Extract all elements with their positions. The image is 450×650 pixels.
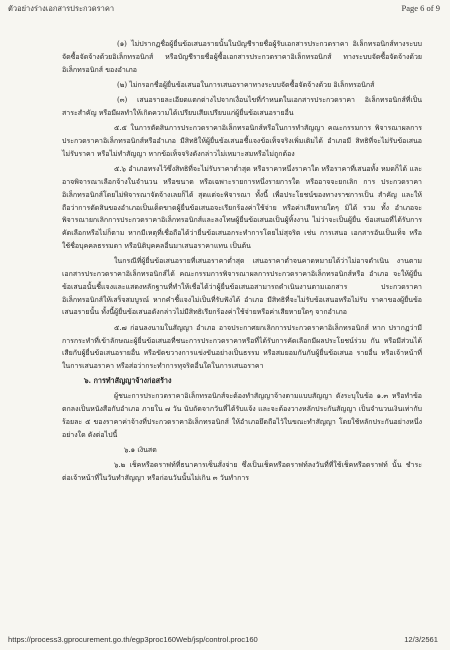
- paragraph-1: (๑) ไม่ปรากฏชื่อผู้ยื่นข้อเสนอรายนั้นในบัญชีรายชื่อผู้รับเอกสารประกวดราคา อิเล็กทรอนิกส์ทางระบบจัดซื้อจัดจ้างด้วยอิเล็กทรอนิกส์ หรือบัญชีรายชื่อผู้ซื้อเอกสารประกวดราคาอิเล็กทรอนิกส์ ทางระบบจัดซื้อจัดจ้างด้วยอิเล็กทรอนิกส์ ของอำเภอ: [62, 40, 422, 74]
- paragraph-5-6: ๕.๖ อำเภอทรงไว้ซึ่งสิทธิที่จะไม่รับราคาต่ำสุด หรือราคาหนึ่งราคาใด หรือราคาที่เสนอทั้ง หมดก็ได้ และอาจพิจารณาเลือกจ้างในจำนวน หรือขนาด หรือเฉพาะรายการหนึ่งรายการใด หรืออาจจะยกเลิก การ ประกวดราคาอิเล็กทรอนิกส์โดยไม่พิจารณาจัดจ้างเลยก็ได้ สุดแต่จะพิจารณา ทั้งนี้ เพื่อประโยชน์ของทางราชการเป็น สำคัญ และให้ถือว่าการตัดสินของอำเภอเป็นเด็ดขาดผู้ยื่นข้อเสนอจะเรียกร้องค่าใช้จ่าย หรือค่าเสียหายใดๆ มิได้ รวม ทั้ง อำเภอจะพิจารณายกเลิกการประกวดราคาอิเล็กทรอนิกส์และลงโทษผู้ยื่นข้อเสนอเป็นผู้ทิ้งงาน ไม่ว่าจะเป็นผู้ยื่น ข้อเสนอที่ได้รับการคัดเลือกหรือไม่ก็ตาม หากมีเหตุที่เชื่อถือได้ว่ายื่นข้อเสนอกระทำการโดยไม่สุจริต เช่น การเสนอ เอกสารอันเป็นเท็จ หรือใช้ชื่อบุคคลธรรมดา หรือนิติบุคคลอื่นมาเสนอราคาแทน เป็นต้น: [62, 165, 422, 250]
- section-6-item-1: ๖.๑ เงินสด: [124, 445, 157, 454]
- section-6-heading: ๖. การทำสัญญาจ้างก่อสร้าง: [84, 376, 172, 386]
- section-6-intro: ผู้ชนะการประกวดราคาอิเล็กทรอนิกส์จะต้องทำสัญญาจ้างตามแบบสัญญา ดังระบุในข้อ ๑.๓ หรือทำข้อตกลงเป็นหนังสือกับอำเภอ ภายใน ๗ วัน นับถัดจากวันที่ได้รับแจ้ง และจะต้องวางหลักประกันสัญญา เป็นจำนวนเงินเท่ากับร้อยละ ๕ ของราคาค่าจ้างที่ประกวดราคาอิเล็กทรอนิกส์ ให้อำเภอยึดถือไว้ในขณะทำสัญญา โดยใช้หลักประกันอย่างหนึ่งอย่างใด ดังต่อไปนี้: [62, 392, 422, 439]
- paragraph-5-6-cont: ในกรณีที่ผู้ยื่นข้อเสนอรายที่เสนอราคาต่ำสุด เสนอราคาต่ำจนคาดหมายได้ว่าไม่อาจดำเนิน งานตามเอกสารประกวดราคาอิเล็กทรอนิกส์ได้ คณะกรรมการพิจารณาผลการประกวดราคาอิเล็กทรอนิกส์หรือ อำเภอ จะให้ผู้ยื่นข้อเสนอนั้นชี้แจงและแสดงหลักฐานที่ทำให้เชื่อได้ว่าผู้ยื่นข้อเสนอสามารถดำเนินงานตามเอกสาร ประกวดราคาอิเล็กทรอนิกส์ให้เสร็จสมบูรณ์ หากคำชี้แจงไม่เป็นที่รับฟังได้ อำเภอ มีสิทธิที่จะไม่รับข้อเสนอหรือไม่รับ ราคาของผู้ยื่นข้อเสนอรายนั้น ทั้งนี้ผู้ยื่นข้อเสนอดังกล่าวไม่มีสิทธิเรียกร้องค่าใช้จ่ายหรือค่าเสียหายใดๆ จากอำเภอ: [62, 257, 422, 317]
- paragraph-5-5: ๕.๕ ในการตัดสินการประกวดราคาอิเล็กทรอนิกส์หรือในการทำสัญญา คณะกรรมการ พิจารณาผลการประกวดราคาอิเล็กทรอนิกส์หรืออำเภอ มีสิทธิให้ผู้ยื่นข้อเสนอชี้แจงข้อเท็จจริงเพิ่มเติมได้ อำเภอมี สิทธิที่จะไม่รับข้อเสนอ ไม่รับราคา หรือไม่ทำสัญญา หากข้อเท็จจริงดังกล่าวไม่เหมาะสมหรือไม่ถูกต้อง: [62, 124, 422, 158]
- page-number: Page 6 of 9: [401, 3, 440, 13]
- footer-date: 12/3/2561: [404, 635, 438, 644]
- document-header-title: ตัวอย่างร่างเอกสารประกวดราคา: [8, 4, 115, 13]
- paragraph-2: (๒) ไม่กรอกชื่อผู้ยื่นข้อเสนอในการเสนอราคาทางระบบจัดซื้อจัดจ้างด้วย อิเล็กทรอนิกส์: [117, 80, 375, 89]
- section-6-item-2: ๖.๒ เช็คหรือดราฟท์ที่ธนาคารเซ็นสั่งจ่าย ซึ่งเป็นเช็คหรือดราฟท์ลงวันที่ที่ใช้เช็คหรือดราฟท์ นั้น ชำระต่อเจ้าหน้าที่ในวันทำสัญญา หรือก่อนวันนั้นไม่เกิน ๓ วันทำการ: [62, 460, 422, 482]
- paragraph-3: (๓) เสนอรายละเอียดแตกต่างไปจากเงื่อนไขที่กำหนดในเอกสารประกวดราคา อิเล็กทรอนิกส์ที่เป็นสาระสำคัญ หรือมีผลทำให้เกิดความได้เปรียบเสียเปรียบแก่ผู้ยื่นข้อเสนอรายอื่น: [62, 96, 422, 117]
- paragraph-5-7: ๕.๗ ก่อนลงนามในสัญญา อำเภอ อาจประกาศยกเลิกการประกวดราคาอิเล็กทรอนิกส์ หาก ปรากฏว่ามีการกระทำที่เข้าลักษณะผู้ยื่นข้อเสนอที่ชนะการประกวดราคาหรือที่ได้รับการคัดเลือกมีผลประโยชน์ร่วม กัน หรือมีส่วนได้เสียกับผู้ยื่นข้อเสนอรายอื่น หรือขัดขวางการแข่งขันอย่างเป็นธรรม หรือสมยอมกันกับผู้ยื่นข้อเสนอ รายอื่น หรือเจ้าหน้าที่ในการเสนอราคา หรือส่อว่ากระทำการทุจริตอื่นใดในการเสนอราคา: [62, 323, 422, 371]
- footer-url: https://process3.gprocurement.go.th/egp3proc160Web/jsp/control.proc160: [8, 635, 258, 644]
- document-body: [62, 38, 422, 487]
